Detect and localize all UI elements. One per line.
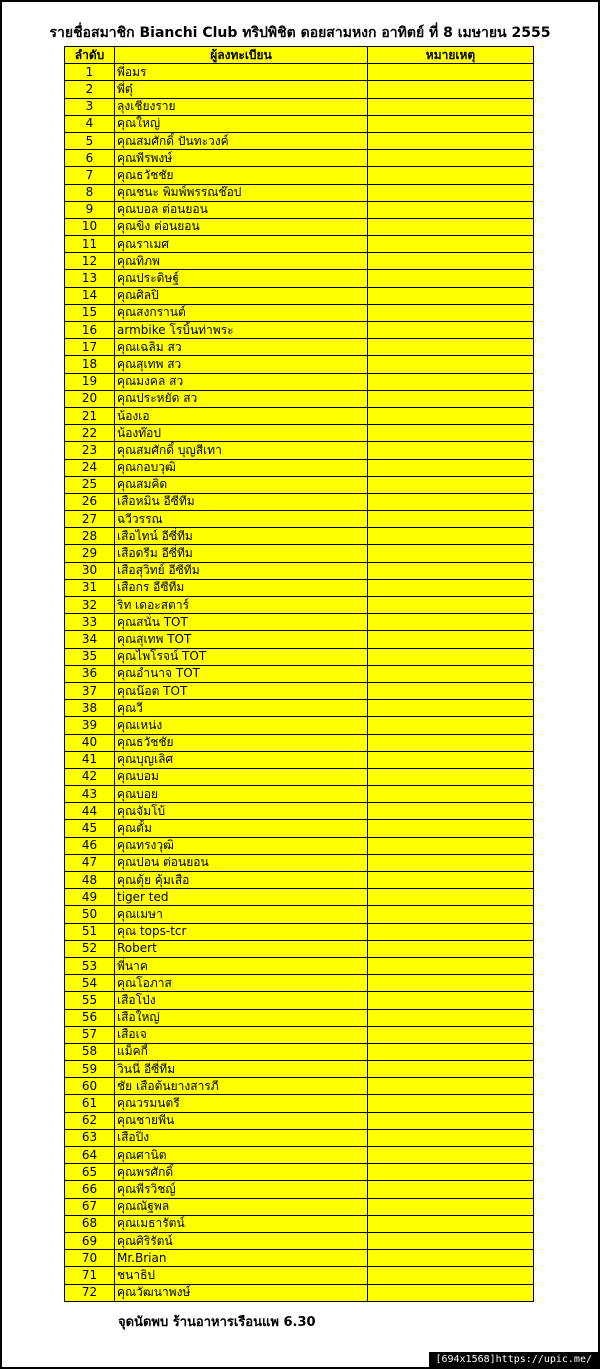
remark-cell bbox=[368, 1198, 534, 1215]
row-number: 8 bbox=[65, 184, 115, 201]
remark-cell bbox=[368, 1009, 534, 1026]
remark-cell bbox=[368, 1026, 534, 1043]
registrant-name: คุณตั้ม bbox=[115, 820, 368, 837]
remark-cell bbox=[368, 562, 534, 579]
remark-cell bbox=[368, 270, 534, 287]
row-number: 59 bbox=[65, 1061, 115, 1078]
row-number: 41 bbox=[65, 751, 115, 768]
remark-cell bbox=[368, 854, 534, 871]
remark-cell bbox=[368, 1095, 534, 1112]
row-number: 15 bbox=[65, 304, 115, 321]
table-row bbox=[65, 837, 534, 854]
registrant-name: คุณวรมนตรี bbox=[115, 1095, 368, 1112]
table-row bbox=[65, 906, 534, 923]
registrant-name: คุณสงกรานต์ bbox=[115, 304, 368, 321]
registrant-name: คุณธวัชชัย bbox=[115, 167, 368, 184]
table-row bbox=[65, 1284, 534, 1301]
row-number: 67 bbox=[65, 1198, 115, 1215]
remark-cell bbox=[368, 682, 534, 699]
remark-cell bbox=[368, 1284, 534, 1301]
table-row bbox=[65, 1043, 534, 1060]
remark-cell bbox=[368, 906, 534, 923]
table-row bbox=[65, 975, 534, 992]
remark-cell bbox=[368, 167, 534, 184]
remark-cell bbox=[368, 1232, 534, 1249]
remark-cell bbox=[368, 631, 534, 648]
row-number: 6 bbox=[65, 150, 115, 167]
row-number: 65 bbox=[65, 1164, 115, 1181]
table-row bbox=[65, 115, 534, 132]
registrant-name: คุณสุเทพ สว bbox=[115, 356, 368, 373]
row-number: 47 bbox=[65, 854, 115, 871]
registrant-name: คุณพีรวิชญ์ bbox=[115, 1181, 368, 1198]
header-name: ผู้ลงทะเบียน bbox=[115, 47, 368, 64]
registrant-name: เสือไทน์ อีซี่ทีม bbox=[115, 528, 368, 545]
row-number: 20 bbox=[65, 390, 115, 407]
row-number: 66 bbox=[65, 1181, 115, 1198]
table-row bbox=[65, 356, 534, 373]
remark-cell bbox=[368, 597, 534, 614]
row-number: 61 bbox=[65, 1095, 115, 1112]
row-number: 1 bbox=[65, 64, 115, 81]
registrant-name: คุณน๊อต TOT bbox=[115, 682, 368, 699]
registrant-name: เสือดรีม อีซี่ทีม bbox=[115, 545, 368, 562]
table-row bbox=[65, 459, 534, 476]
row-number: 44 bbox=[65, 803, 115, 820]
row-number: 16 bbox=[65, 322, 115, 339]
table-row bbox=[65, 665, 534, 682]
table-row bbox=[65, 717, 534, 734]
registrant-name: เสือเจ bbox=[115, 1026, 368, 1043]
row-number: 7 bbox=[65, 167, 115, 184]
registrant-name: คุณสมศักดิ์ บุญสีเทา bbox=[115, 442, 368, 459]
remark-cell bbox=[368, 218, 534, 235]
row-number: 49 bbox=[65, 889, 115, 906]
table-row bbox=[65, 270, 534, 287]
registrant-name: คุณไพโรจน์ TOT bbox=[115, 648, 368, 665]
row-number: 63 bbox=[65, 1129, 115, 1146]
remark-cell bbox=[368, 872, 534, 889]
table-row bbox=[65, 957, 534, 974]
row-number: 10 bbox=[65, 218, 115, 235]
remark-cell bbox=[368, 579, 534, 596]
registrant-name: คุณสนั่น TOT bbox=[115, 614, 368, 631]
table-row bbox=[65, 682, 534, 699]
table-row bbox=[65, 889, 534, 906]
registrant-name: คุณจัมโบ้ bbox=[115, 803, 368, 820]
remark-cell bbox=[368, 957, 534, 974]
table-row bbox=[65, 923, 534, 940]
row-number: 42 bbox=[65, 768, 115, 785]
registrant-name: คุณณัฐพล bbox=[115, 1198, 368, 1215]
row-number: 18 bbox=[65, 356, 115, 373]
registrant-name: เสือใหญ่ bbox=[115, 1009, 368, 1026]
remark-cell bbox=[368, 201, 534, 218]
table-row bbox=[65, 1061, 534, 1078]
row-number: 32 bbox=[65, 597, 115, 614]
registrant-name: คุณราเมศ bbox=[115, 236, 368, 253]
table-row bbox=[65, 1198, 534, 1215]
registrant-name: คุณ tops-tcr bbox=[115, 923, 368, 940]
registrant-name: Mr.Brian bbox=[115, 1250, 368, 1267]
table-row bbox=[65, 339, 534, 356]
row-number: 30 bbox=[65, 562, 115, 579]
remark-cell bbox=[368, 236, 534, 253]
remark-cell bbox=[368, 1181, 534, 1198]
header-num: ลำดับ bbox=[65, 47, 115, 64]
table-row bbox=[65, 373, 534, 390]
remark-cell bbox=[368, 1267, 534, 1284]
row-number: 25 bbox=[65, 476, 115, 493]
registrant-name: คุณปอน ต่อนยอน bbox=[115, 854, 368, 871]
header-row bbox=[65, 47, 534, 64]
table-row bbox=[65, 631, 534, 648]
remark-cell bbox=[368, 81, 534, 98]
remark-cell bbox=[368, 528, 534, 545]
remark-cell bbox=[368, 665, 534, 682]
table-row bbox=[65, 820, 534, 837]
table-row bbox=[65, 545, 534, 562]
row-number: 45 bbox=[65, 820, 115, 837]
registrant-name: คุณพีรพงษ์ bbox=[115, 150, 368, 167]
registrant-name: คุณสุเทพ TOT bbox=[115, 631, 368, 648]
registrant-name: คุณบอล ต่อนยอน bbox=[115, 201, 368, 218]
registrant-name: คุณตุ้ย คุ้มเสือ bbox=[115, 872, 368, 889]
table-row bbox=[65, 1164, 534, 1181]
registrant-name: ลุงเชียงราย bbox=[115, 98, 368, 115]
row-number: 58 bbox=[65, 1043, 115, 1060]
table-row bbox=[65, 167, 534, 184]
row-number: 62 bbox=[65, 1112, 115, 1129]
row-number: 71 bbox=[65, 1267, 115, 1284]
remark-cell bbox=[368, 459, 534, 476]
table-row bbox=[65, 940, 534, 957]
registrant-name: พี่อมร bbox=[115, 64, 368, 81]
remark-cell bbox=[368, 1250, 534, 1267]
member-table bbox=[64, 46, 534, 1302]
row-number: 33 bbox=[65, 614, 115, 631]
table-row bbox=[65, 751, 534, 768]
remark-cell bbox=[368, 889, 534, 906]
remark-cell bbox=[368, 287, 534, 304]
table-row bbox=[65, 648, 534, 665]
row-number: 27 bbox=[65, 511, 115, 528]
table-row bbox=[65, 218, 534, 235]
row-number: 26 bbox=[65, 493, 115, 510]
registrant-name: เสือกร อีซี่ทีม bbox=[115, 579, 368, 596]
row-number: 55 bbox=[65, 992, 115, 1009]
remark-cell bbox=[368, 407, 534, 424]
remark-cell bbox=[368, 150, 534, 167]
registrant-name: คุณสมศักดิ์ ปันทะวงค์ bbox=[115, 132, 368, 149]
registrant-name: แม็คกี้ bbox=[115, 1043, 368, 1060]
table-row bbox=[65, 1129, 534, 1146]
registrant-name: เสือหมิน อีซี่ทีม bbox=[115, 493, 368, 510]
table-row bbox=[65, 854, 534, 871]
remark-cell bbox=[368, 493, 534, 510]
remark-cell bbox=[368, 511, 534, 528]
row-number: 40 bbox=[65, 734, 115, 751]
row-number: 12 bbox=[65, 253, 115, 270]
table-row bbox=[65, 322, 534, 339]
table-row bbox=[65, 390, 534, 407]
registrant-name: คุณทิภพ bbox=[115, 253, 368, 270]
row-number: 22 bbox=[65, 425, 115, 442]
registrant-name: tiger ted bbox=[115, 889, 368, 906]
row-number: 34 bbox=[65, 631, 115, 648]
remark-cell bbox=[368, 390, 534, 407]
registrant-name: คุณชายพี่น bbox=[115, 1112, 368, 1129]
remark-cell bbox=[368, 923, 534, 940]
table-row bbox=[65, 1078, 534, 1095]
row-number: 51 bbox=[65, 923, 115, 940]
registrant-name: เสือปิ๋ง bbox=[115, 1129, 368, 1146]
remark-cell bbox=[368, 322, 534, 339]
row-number: 57 bbox=[65, 1026, 115, 1043]
row-number: 64 bbox=[65, 1147, 115, 1164]
remark-cell bbox=[368, 837, 534, 854]
remark-cell bbox=[368, 373, 534, 390]
registrant-name: คุณประดิษฐ์ bbox=[115, 270, 368, 287]
row-number: 23 bbox=[65, 442, 115, 459]
registrant-name: น้องท๊อป bbox=[115, 425, 368, 442]
table-row bbox=[65, 1009, 534, 1026]
registrant-name: คุณบุญเลิศ bbox=[115, 751, 368, 768]
row-number: 53 bbox=[65, 957, 115, 974]
remark-cell bbox=[368, 1061, 534, 1078]
table-row bbox=[65, 803, 534, 820]
row-number: 5 bbox=[65, 132, 115, 149]
remark-cell bbox=[368, 700, 534, 717]
remark-cell bbox=[368, 253, 534, 270]
row-number: 3 bbox=[65, 98, 115, 115]
table-row bbox=[65, 1232, 534, 1249]
table-row bbox=[65, 184, 534, 201]
remark-cell bbox=[368, 1112, 534, 1129]
registrant-name: คุณขิง ต่อนยอน bbox=[115, 218, 368, 235]
registrant-name: คุณมงคล สว bbox=[115, 373, 368, 390]
table-row bbox=[65, 1250, 534, 1267]
table-row bbox=[65, 476, 534, 493]
remark-cell bbox=[368, 304, 534, 321]
registrant-name: พี่ตุ๋ bbox=[115, 81, 368, 98]
registrant-name: คุณเหน่ง bbox=[115, 717, 368, 734]
remark-cell bbox=[368, 98, 534, 115]
table-row bbox=[65, 1215, 534, 1232]
remark-cell bbox=[368, 1215, 534, 1232]
remark-cell bbox=[368, 115, 534, 132]
row-number: 72 bbox=[65, 1284, 115, 1301]
row-number: 31 bbox=[65, 579, 115, 596]
row-number: 24 bbox=[65, 459, 115, 476]
remark-cell bbox=[368, 442, 534, 459]
image-watermark: [694x1568]https://upic.me/ bbox=[429, 1352, 598, 1367]
table-row bbox=[65, 1112, 534, 1129]
registrant-name: เสือโป่ง bbox=[115, 992, 368, 1009]
row-number: 37 bbox=[65, 682, 115, 699]
table-row bbox=[65, 287, 534, 304]
table-row bbox=[65, 64, 534, 81]
registrant-name: น้องเอ bbox=[115, 407, 368, 424]
row-number: 35 bbox=[65, 648, 115, 665]
remark-cell bbox=[368, 992, 534, 1009]
row-number: 21 bbox=[65, 407, 115, 424]
registrant-name: ชัย เสือต้นยางสารภี bbox=[115, 1078, 368, 1095]
meeting-point-note: จุดนัดพบ ร้านอาหารเรือนแพ 6.30 bbox=[118, 1315, 316, 1330]
table-row bbox=[65, 425, 534, 442]
remark-cell bbox=[368, 975, 534, 992]
registrant-name: คุณทรงวุฒิ bbox=[115, 837, 368, 854]
row-number: 36 bbox=[65, 665, 115, 682]
table-row bbox=[65, 734, 534, 751]
registrant-name: คุณธวัชชัย bbox=[115, 734, 368, 751]
table-row bbox=[65, 992, 534, 1009]
remark-cell bbox=[368, 425, 534, 442]
remark-cell bbox=[368, 545, 534, 562]
registrant-name: วินนี่ อีซี่ทีม bbox=[115, 1061, 368, 1078]
table-row bbox=[65, 528, 534, 545]
row-number: 43 bbox=[65, 786, 115, 803]
row-number: 13 bbox=[65, 270, 115, 287]
remark-cell bbox=[368, 786, 534, 803]
table-body bbox=[65, 64, 534, 1302]
row-number: 69 bbox=[65, 1232, 115, 1249]
row-number: 17 bbox=[65, 339, 115, 356]
table-row bbox=[65, 442, 534, 459]
registrant-name: คุณศานิต bbox=[115, 1147, 368, 1164]
registrant-name: คุณศิริรัตน์ bbox=[115, 1232, 368, 1249]
table-row bbox=[65, 872, 534, 889]
table-row bbox=[65, 562, 534, 579]
remark-cell bbox=[368, 356, 534, 373]
row-number: 56 bbox=[65, 1009, 115, 1026]
remark-cell bbox=[368, 1078, 534, 1095]
registrant-name: คุณวัฒนาพงษ์ bbox=[115, 1284, 368, 1301]
remark-cell bbox=[368, 734, 534, 751]
registrant-name: ชนาธิป bbox=[115, 1267, 368, 1284]
remark-cell bbox=[368, 1043, 534, 1060]
row-number: 11 bbox=[65, 236, 115, 253]
row-number: 28 bbox=[65, 528, 115, 545]
remark-cell bbox=[368, 184, 534, 201]
row-number: 4 bbox=[65, 115, 115, 132]
table-row bbox=[65, 511, 534, 528]
row-number: 68 bbox=[65, 1215, 115, 1232]
sheet-title: รายชื่อสมาชิก Bianchi Club ทริปพิชิต ดอยสามหงก อาทิตย์ ที่ 8 เมษายน 2555 bbox=[49, 25, 551, 41]
row-number: 14 bbox=[65, 287, 115, 304]
registrant-name: คุณเฉลิม สว bbox=[115, 339, 368, 356]
remark-cell bbox=[368, 803, 534, 820]
table-row bbox=[65, 150, 534, 167]
registrant-name: ริท เดอะสตาร์ bbox=[115, 597, 368, 614]
registrant-name: Robert bbox=[115, 940, 368, 957]
row-number: 52 bbox=[65, 940, 115, 957]
registrant-name: คุณบอม bbox=[115, 768, 368, 785]
registrant-name: คุณเมษา bbox=[115, 906, 368, 923]
registrant-name: เสือสุวิทย์ อีซี่ทีม bbox=[115, 562, 368, 579]
table-row bbox=[65, 253, 534, 270]
remark-cell bbox=[368, 339, 534, 356]
remark-cell bbox=[368, 1147, 534, 1164]
remark-cell bbox=[368, 476, 534, 493]
row-number: 39 bbox=[65, 717, 115, 734]
row-number: 46 bbox=[65, 837, 115, 854]
row-number: 50 bbox=[65, 906, 115, 923]
table-row bbox=[65, 98, 534, 115]
table-row bbox=[65, 236, 534, 253]
registrant-name: คุณอำนาจ TOT bbox=[115, 665, 368, 682]
registrant-name: พี่นาค bbox=[115, 957, 368, 974]
registrant-name: คุณบอย bbox=[115, 786, 368, 803]
remark-cell bbox=[368, 717, 534, 734]
table-row bbox=[65, 1267, 534, 1284]
table-row bbox=[65, 597, 534, 614]
registrant-name: คุณใหญ่ bbox=[115, 115, 368, 132]
table-row bbox=[65, 1181, 534, 1198]
registrant-name: ฉวีวรรณ bbox=[115, 511, 368, 528]
remark-cell bbox=[368, 768, 534, 785]
row-number: 60 bbox=[65, 1078, 115, 1095]
table-row bbox=[65, 786, 534, 803]
table-row bbox=[65, 81, 534, 98]
remark-cell bbox=[368, 751, 534, 768]
registrant-name: คุณพรศักดิ์ bbox=[115, 1164, 368, 1181]
row-number: 70 bbox=[65, 1250, 115, 1267]
registrant-name: คุณชนะ พิมพ์พรรณช๊อป bbox=[115, 184, 368, 201]
table-row bbox=[65, 407, 534, 424]
row-number: 19 bbox=[65, 373, 115, 390]
registrant-name: คุณประหยัด สว bbox=[115, 390, 368, 407]
table-row bbox=[65, 1095, 534, 1112]
table-row bbox=[65, 1026, 534, 1043]
row-number: 29 bbox=[65, 545, 115, 562]
registrant-name: คุณศิลปิ bbox=[115, 287, 368, 304]
row-number: 2 bbox=[65, 81, 115, 98]
registrant-name: คุณกอบวุฒิ bbox=[115, 459, 368, 476]
remark-cell bbox=[368, 1164, 534, 1181]
remark-cell bbox=[368, 132, 534, 149]
table-row bbox=[65, 579, 534, 596]
remark-cell bbox=[368, 1129, 534, 1146]
registrant-name: คุณโอภาส bbox=[115, 975, 368, 992]
registrant-name: คุณวี bbox=[115, 700, 368, 717]
remark-cell bbox=[368, 648, 534, 665]
registrant-name: คุณเมธารัตน์ bbox=[115, 1215, 368, 1232]
row-number: 9 bbox=[65, 201, 115, 218]
row-number: 48 bbox=[65, 872, 115, 889]
table-row bbox=[65, 768, 534, 785]
header-note: หมายเหตุ bbox=[368, 47, 534, 64]
registrant-name: คุณสมคิด bbox=[115, 476, 368, 493]
row-number: 54 bbox=[65, 975, 115, 992]
table-row bbox=[65, 493, 534, 510]
remark-cell bbox=[368, 820, 534, 837]
registrant-name: armbike โรบิ้นท่าพระ bbox=[115, 322, 368, 339]
table-row bbox=[65, 304, 534, 321]
remark-cell bbox=[368, 64, 534, 81]
table-row bbox=[65, 132, 534, 149]
table-row bbox=[65, 614, 534, 631]
table-row bbox=[65, 201, 534, 218]
table-row bbox=[65, 700, 534, 717]
remark-cell bbox=[368, 940, 534, 957]
remark-cell bbox=[368, 614, 534, 631]
table-row bbox=[65, 1147, 534, 1164]
row-number: 38 bbox=[65, 700, 115, 717]
